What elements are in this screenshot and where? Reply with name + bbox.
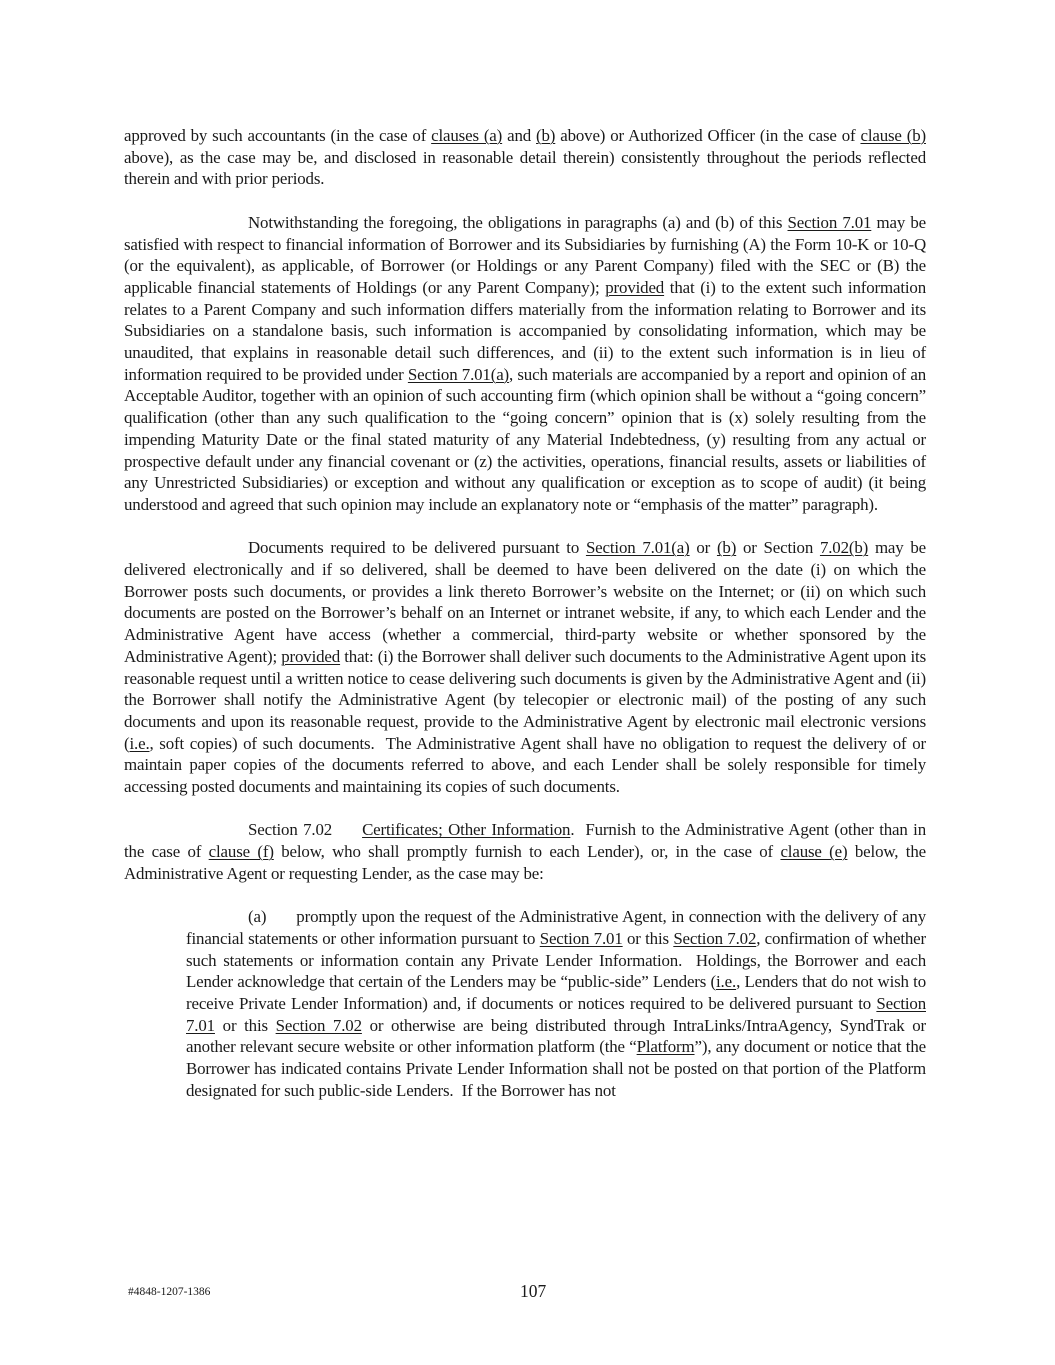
document-id: #4848-1207-1386	[128, 1286, 211, 1298]
text: that (i) to the extent such information relates to a Parent Company and such information differs materially from the information relating to Borrower and its Subsidiaries on a standalone basis, such information is accompanied by consolidating information, which may be unaudited, that explains in reasonable detail such differences, and (ii) to the extent such information is in lieu of information required to be provided under	[124, 277, 926, 384]
cross-reference: clauses (a)	[431, 126, 503, 145]
paragraph-notwithstanding	[124, 212, 926, 516]
section-number: Section 7.02	[248, 820, 333, 840]
text: , soft copies) of such documents. The Administrative Agent shall have no obligation to request the delivery of or maintain paper copies of the documents referred to above, and each Lender shall be solely responsible for timely accessing posted documents and maintaining its copies of such documents.	[124, 733, 926, 797]
cross-reference: Section 7.01	[539, 928, 623, 948]
text: promptly upon the request of the Administrative Agent, in connection with the delivery of any financial statements or other information pursuant to	[186, 907, 926, 948]
text: approved by such accountants (in the case of	[124, 126, 432, 145]
text: or this	[622, 928, 674, 948]
cross-reference: Section 7.01	[787, 212, 872, 232]
text: that: (i) the Borrower shall deliver such documents to the Administrative Agent upon its reasonable request until a written notice to cease delivering such documents is given by the Administrative Agent and (ii) the Borrower shall notify the Administrative Agent (by telecopier or electronic mail) of the posting of any such documents and upon its reasonable request, provide to the Administrative Agent by electronic mail electronic versions (	[124, 646, 926, 753]
cross-reference: clause (f)	[208, 842, 274, 862]
page-number: 107	[520, 1281, 547, 1301]
text: or otherwise are being distributed through IntraLinks/IntraAgency, SyndTrak or another relevant secure website or other information platform (the “	[186, 1015, 926, 1057]
cross-reference: (b)	[716, 538, 737, 558]
cross-reference: Section 7.02	[673, 928, 757, 948]
cross-reference: clause (b)	[860, 126, 926, 145]
cross-reference: Section 7.02	[275, 1015, 362, 1035]
text: or this	[214, 1015, 276, 1035]
paragraph-documents-delivery	[124, 537, 926, 797]
text: ”), any document or notice that the Borrower has indicated contains Private Lender Information shall not be posted on that portion of the Platform designated for such public-side Lenders. If the Borrower has not	[186, 1037, 926, 1100]
cross-reference: Section 7.01	[186, 994, 926, 1035]
text: or	[689, 538, 717, 558]
cross-reference: clause (e)	[780, 842, 848, 862]
text: below, who shall promptly furnish to each Lender), or, in the case of	[273, 842, 781, 862]
paragraph-continuation	[124, 125, 926, 190]
defined-term: Platform	[636, 1037, 695, 1057]
text: Notwithstanding the foregoing, the obligations in paragraphs (a) and (b) of this	[248, 212, 788, 232]
text: below, the Administrative Agent or requesting Lender, as the case may be:	[124, 842, 926, 883]
text: or Section	[736, 538, 820, 558]
abbreviation: i.e.	[129, 733, 150, 753]
clause-label: (a)	[248, 907, 267, 927]
defined-term: provided	[281, 646, 341, 666]
section-7-02	[124, 819, 926, 884]
cross-reference: Section 7.01(a)	[585, 538, 690, 558]
text: may be delivered electronically and if so delivered, shall be deemed to have been delivered on the date (i) on which the Borrower posts such documents, or provides a link thereto Borrower’s website on the Internet; or (ii) on which such documents are posted on the Borrower’s behalf on an Internet or intranet website, if any, to which each Lender and the Administrative Agent have access (whether a commercial, third-party website or whether sponsored by the Administrative Agent);	[124, 538, 926, 666]
text: above), as the case may be, and disclosed in reasonable detail therein) consistently throughout the periods reflected therein and with prior periods.	[124, 147, 926, 189]
text: , confirmation of whether such statements or information contain any Private Lender Information. Holdings, the Borrower and each Lender acknowledge that certain of the Lenders may be “public-side” Lenders (	[186, 928, 926, 992]
text: . Furnish to the Administrative Agent (other than in the case of	[124, 820, 926, 862]
text: Documents required to be delivered pursuant to	[248, 538, 586, 558]
abbreviation: i.e.	[716, 972, 737, 992]
text: , such materials are accompanied by a report and opinion of an Acceptable Auditor, together with an opinion of such accounting firm (which opinion shall be without a “going concern” qualification (other than any such qualification to the “going concern” opinion that is (x) solely resulting from the impending Maturity Date or the final stated maturity of any Material Indebtedness, (y) resulting from any actual or prospective default under any financial covenant or (z) the activities, operations, financial results, assets or liabilities of any Unrestricted Subsidiaries) or exception and without any qualification or exception as to scope of audit) (it being understood and agreed that such opinion may include an explanatory note or “emphasis of the matter” paragraph).	[124, 364, 926, 514]
cross-reference: 7.02(b)	[819, 538, 869, 558]
defined-term: provided	[605, 277, 665, 297]
document-page	[124, 125, 926, 1102]
text: , Lenders that do not wish to receive Private Lender Information) and, if documents or notices required to be delivered pursuant to	[186, 972, 926, 1014]
text: may be satisfied with respect to financial information of Borrower and its Subsidiaries by furnishing (A) the Form 10-K or 10-Q (or the equivalent), as applicable, of Borrower (or Holdings or any Parent Company) filed with the SEC or (B) the applicable financial statements of Holdings (or any Parent Company);	[124, 212, 926, 297]
cross-reference: (b)	[536, 126, 556, 145]
clause-a	[186, 906, 926, 1101]
section-heading: Certificates; Other Information	[362, 820, 571, 840]
cross-reference: Section 7.01(a)	[407, 364, 510, 384]
text: above) or Authorized Officer (in the case of	[555, 126, 861, 145]
text: and	[502, 126, 537, 145]
